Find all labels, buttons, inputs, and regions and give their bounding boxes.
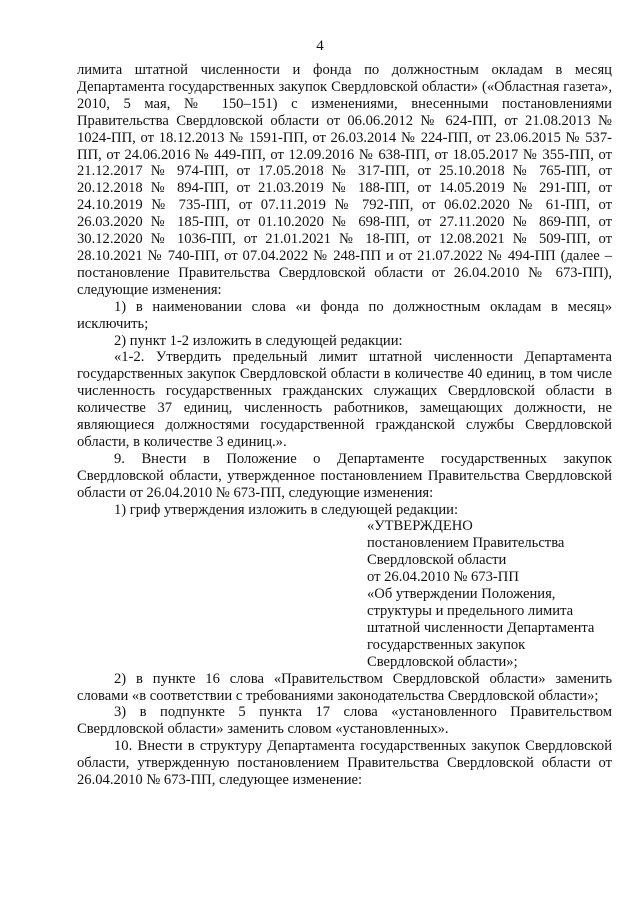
stamp-line: Свердловской области»;: [367, 653, 518, 670]
paragraph-item-3-point-17: 3) в подпункте 5 пункта 17 слова «установленного Правительством Свердловской области» заменить словом «установленных».: [77, 704, 612, 738]
page-number: 4: [316, 38, 324, 54]
paragraph-item-2: 2) пункт 1-2 изложить в следующей редакции:: [114, 332, 403, 349]
stamp-line: «Об утверждении Положения,: [367, 586, 556, 603]
approval-stamp: [367, 518, 612, 670]
stamp-line: постановлением Правительства: [367, 535, 565, 552]
stamp-line: штатной численности Департамента: [367, 619, 595, 636]
stamp-line: государственных закупок: [367, 636, 526, 653]
paragraph-item-2-point-16: 2) в пункте 16 слова «Правительством Свердловской области» заменить словами «в соответствии с требованиями законодательства Свердловской области»;: [77, 670, 612, 704]
stamp-line: от 26.04.2010 № 673-ПП: [367, 569, 519, 586]
document-body: [77, 62, 612, 789]
paragraph-intro: лимита штатной численности и фонда по должностным окладам в месяц Департамента государственных закупок Свердловской области» («Областная газета», 2010, 5 мая, № 150–151) с изменениями, внесенными постановлениями Правительства Свердловской области от 06.06.2012 № 624-ПП, от 21.08.2013 № 1024-ПП, от 18.12.2013 № 1591-ПП, от 26.03.2014 № 224-ПП, от 23.06.2015 № 537-ПП, от 24.06.2016 № 449-ПП, от 12.09.2016 № 638-ПП, от 18.05.2017 № 355-ПП, от 21.12.2017 № 974-ПП, от 17.05.2018 № 317-ПП, от 25.10.2018 № 765-ПП, от 20.12.2018 № 894-ПП, от 21.03.2019 № 188-ПП, от 14.05.2019 № 291-ПП, от 24.10.2019 № 735-ПП, от 07.11.2019 № 792-ПП, от 06.02.2020 № 61-ПП, от 26.03.2020 № 185-ПП, от 01.10.2020 № 698-ПП, от 27.11.2020 № 869-ПП, от 30.12.2020 № 1036-ПП, от 21.01.2021 № 18-ПП, от 12.08.2021 № 509-ПП, от 28.10.2021 № 740-ПП, от 07.04.2022 № 248-ПП и от 21.07.2022 № 494-ПП (далее – постановление Правительства Свердловской области от 26.04.2010 № 673-ПП), следующие изменения:: [77, 62, 612, 298]
stamp-line: Свердловской области: [367, 552, 507, 569]
paragraph-stamp-intro: 1) гриф утверждения изложить в следующей редакции:: [114, 501, 459, 518]
paragraph-section-10: 10. Внести в структуру Департамента государственных закупок Свердловской области, утвержденную постановлением Правительства Свердловской области от 26.04.2010 № 673-ПП, следующее изменение:: [77, 738, 612, 789]
stamp-line: структуры и предельного лимита: [367, 603, 574, 619]
paragraph-item-1: 1) в наименовании слова «и фонда по должностным окладам в месяц» исключить;: [77, 298, 612, 332]
paragraph-quote-1-2: «1-2. Утвердить предельный лимит штатной численности Департамента государственных закупок Свердловской области в количестве 40 единиц, в том числе численность государственных гражданских служащих Свердловской области в количестве 37 единиц, численность работников, замещающих должности, не являющиеся должностями государственной гражданской службы Свердловской области, в количестве 3 единиц.».: [77, 349, 612, 450]
stamp-line: «УТВЕРЖДЕНО: [367, 518, 473, 535]
paragraph-section-9: 9. Внести в Положение о Департаменте государственных закупок Свердловской области, утвержденное постановлением Правительства Свердловской области от 26.04.2010 № 673-ПП, следующие изменения:: [77, 450, 612, 501]
